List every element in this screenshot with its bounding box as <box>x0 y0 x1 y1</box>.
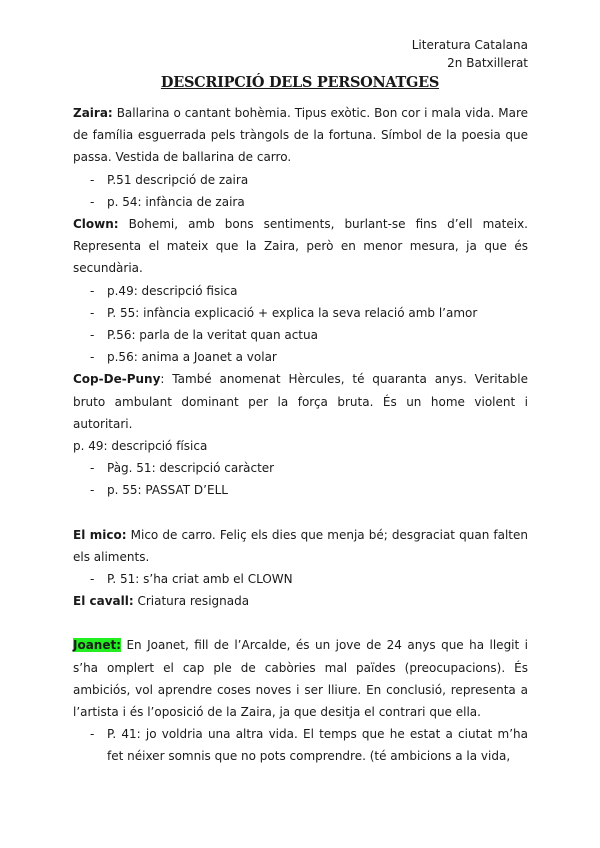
cavall-name: El cavall: <box>73 594 134 609</box>
zaira-name: Zaira: <box>73 106 113 120</box>
list-item: - p.49: descripció fisica <box>90 283 238 298</box>
clown-name: Clown: <box>73 217 119 232</box>
list-item: - p. 54: infància de zaira <box>90 194 245 209</box>
joanet-name-highlight: Joanet: <box>73 638 122 653</box>
mico-list <box>73 568 528 590</box>
list-item: - P.51 descripció de zaira <box>90 172 249 187</box>
clown-list <box>73 280 528 369</box>
zaira-list <box>73 169 528 213</box>
joanet-description: En Joanet, fill de l’Arcalde, és un jove de 24 anys que ha llegit i s’ha omplert el cap ple de cabòries mal païdes (preocupacions). És ambiciós, vol aprendre coses noves i ser lliure. En conclusió, representa a l’artista i és l’oposició de la Zaira, ja que desitja el contrari que ella. <box>73 638 528 720</box>
list-item: - Pàg. 51: descripció caràcter <box>90 461 275 476</box>
cop-de-puny-list <box>73 457 528 501</box>
zaira-description: Ballarina o cantant bohèmia. Tipus exòtic. Bon cor i mala vida. Mare de família esguerrada pels tràngols de la fortuna. Símbol de la poesia que passa. Vestida de ballarina de carro. <box>73 106 528 165</box>
joanet-paragraph <box>73 634 528 723</box>
page-header <box>412 36 528 72</box>
header-subject: Literatura Catalana <box>411 38 528 52</box>
joanet-list <box>73 723 528 767</box>
mico-description: Mico de carro. Feliç els dies que menja bé; desgraciat quan falten els aliments. <box>73 527 528 564</box>
cop-de-puny-description: : També anomenat Hèrcules, té quaranta anys. Veritable bruto ambulant dominant per la força bruta. És un home violent i autoritari. <box>73 372 528 431</box>
cop-de-puny-name: Cop-De-Puny <box>73 372 161 387</box>
list-item: - P. 41: jo voldria una altra vida. El temps que he estat a ciutat m’ha fet néixer somnis que no pots comprendre. (té ambicions a la vida, <box>90 727 528 764</box>
cavall-paragraph <box>73 590 528 612</box>
list-item: - p. 55: PASSAT D’ELL <box>90 483 228 498</box>
mico-name: El mico: <box>73 527 127 542</box>
cop-de-puny-page-ref: p. 49: descripció física <box>73 439 208 454</box>
cavall-description: Criatura resignada <box>133 594 250 609</box>
list-item: - p.56: anima a Joanet a volar <box>90 350 277 365</box>
clown-description: Bohemi, amb bons sentiments, burlant-se fins d’ell mateix. Representa el mateix que la Zaira, però en menor mesura, ja que és secundària. <box>73 217 528 276</box>
document-body <box>73 102 528 768</box>
list-item: - P. 55: infància explicació + explica la seva relació amb l’amor <box>90 305 478 320</box>
zaira-paragraph <box>73 102 528 169</box>
cop-de-puny-paragraph <box>73 368 528 435</box>
list-item: - P. 51: s’ha criat amb el CLOWN <box>90 572 293 587</box>
clown-paragraph <box>73 213 528 280</box>
document-title: DESCRIPCIÓ DELS PERSONATGES <box>160 74 440 91</box>
header-course: 2n Batxillerat <box>447 56 528 70</box>
list-item: - P.56: parla de la veritat quan actua <box>90 328 318 343</box>
mico-paragraph <box>73 524 528 568</box>
